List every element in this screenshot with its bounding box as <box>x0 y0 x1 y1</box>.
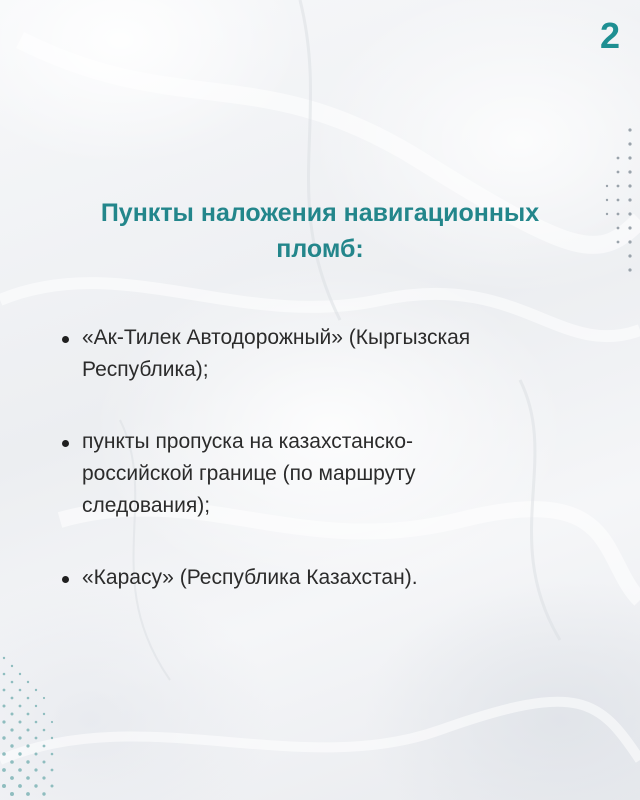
list-item-line: российской границе (по маршруту <box>82 462 416 485</box>
list-item-line: следования); <box>82 494 211 517</box>
bullet-dot-icon <box>62 440 69 447</box>
list-item-line: Республика); <box>82 358 209 381</box>
list-item-line: «Карасу» (Республика Казахстан). <box>82 566 418 589</box>
page-number: 2 <box>599 15 620 56</box>
slide-title <box>20 195 620 267</box>
list-item-line: пункты пропуска на казахстанско- <box>82 430 413 453</box>
title-line-2: пломб: <box>276 234 364 263</box>
decorative-dots-left <box>0 640 60 800</box>
bullet-dot-icon <box>62 576 69 583</box>
list-item <box>62 562 622 594</box>
list-item <box>62 322 622 386</box>
list-item-line: «Ак-Тилек Автодорожный» (Кыргызская <box>82 326 471 349</box>
bullet-list <box>62 322 622 634</box>
bullet-dot-icon <box>62 336 69 343</box>
list-item <box>62 426 622 522</box>
title-line-1: Пункты наложения навигационных <box>100 198 540 227</box>
